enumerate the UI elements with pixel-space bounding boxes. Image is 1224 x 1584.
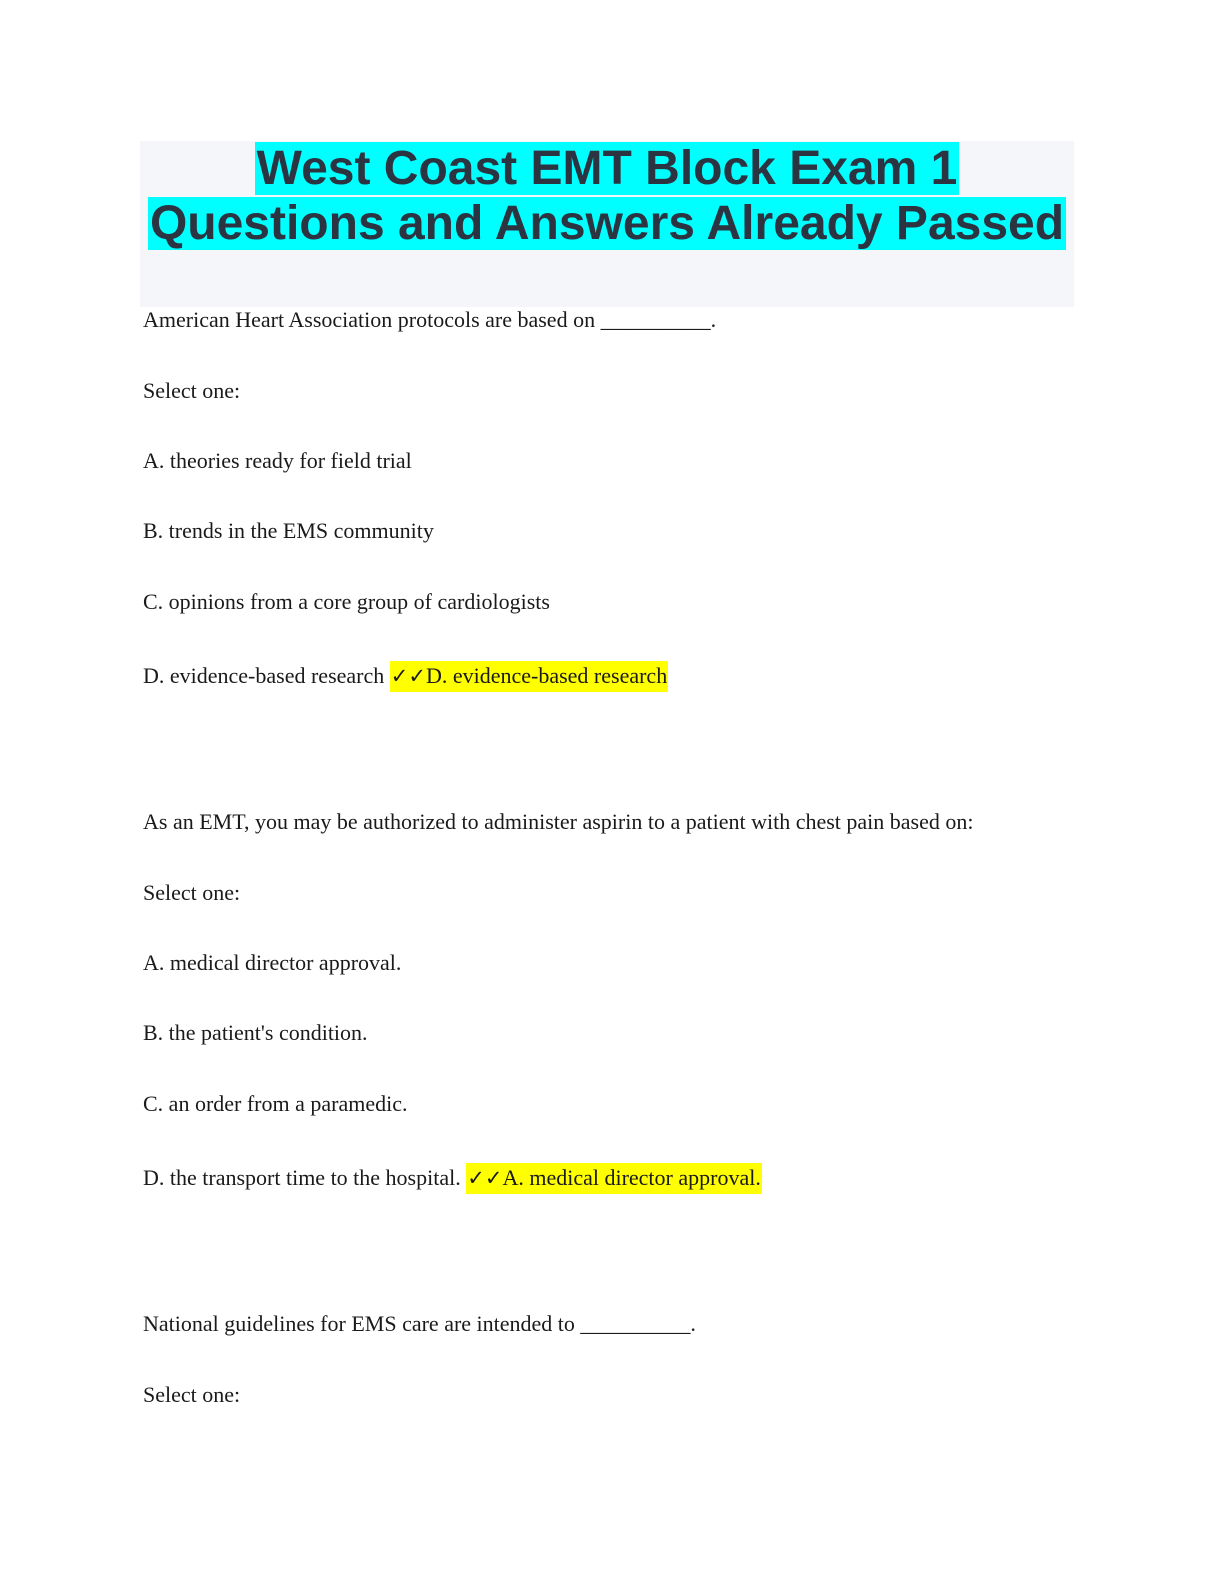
question-2-select-label: Select one: xyxy=(143,880,241,905)
page-title xyxy=(140,141,1074,251)
question-1-option-b: B. trends in the EMS community xyxy=(143,518,434,543)
question-2-answer-highlight xyxy=(466,1163,762,1194)
question-2-option-d: D. the transport time to the hospital. xyxy=(143,1165,461,1190)
question-3-select-label: Select one: xyxy=(143,1382,241,1407)
question-1-prompt: American Heart Association protocols are based on __________. xyxy=(143,307,717,332)
question-1-answer: D. evidence-based research xyxy=(425,663,668,688)
question-1-option-d: D. evidence-based research xyxy=(143,663,385,688)
question-2-option-d-row xyxy=(143,1164,762,1192)
checkmark-icon: ✓✓ xyxy=(467,1166,503,1190)
question-2-option-c: C. an order from a paramedic. xyxy=(143,1091,408,1116)
question-3-prompt: National guidelines for EMS care are intended to __________. xyxy=(143,1311,696,1336)
question-2-answer: A. medical director approval. xyxy=(502,1165,761,1190)
question-2-option-b: B. the patient's condition. xyxy=(143,1020,368,1045)
title-line-2: Questions and Answers Already Passed xyxy=(149,197,1065,250)
question-1-answer-highlight xyxy=(390,661,668,692)
question-1-option-a: A. theories ready for field trial xyxy=(143,448,412,473)
question-1-option-d-row xyxy=(143,662,668,690)
question-1-select-label: Select one: xyxy=(143,378,241,403)
title-line-1: West Coast EMT Block Exam 1 xyxy=(256,142,958,195)
checkmark-icon: ✓✓ xyxy=(390,664,426,688)
question-2-prompt: As an EMT, you may be authorized to administer aspirin to a patient with chest pain based on: xyxy=(143,809,974,834)
question-1-option-c: C. opinions from a core group of cardiologists xyxy=(143,589,550,614)
question-2-option-a: A. medical director approval. xyxy=(143,950,402,975)
